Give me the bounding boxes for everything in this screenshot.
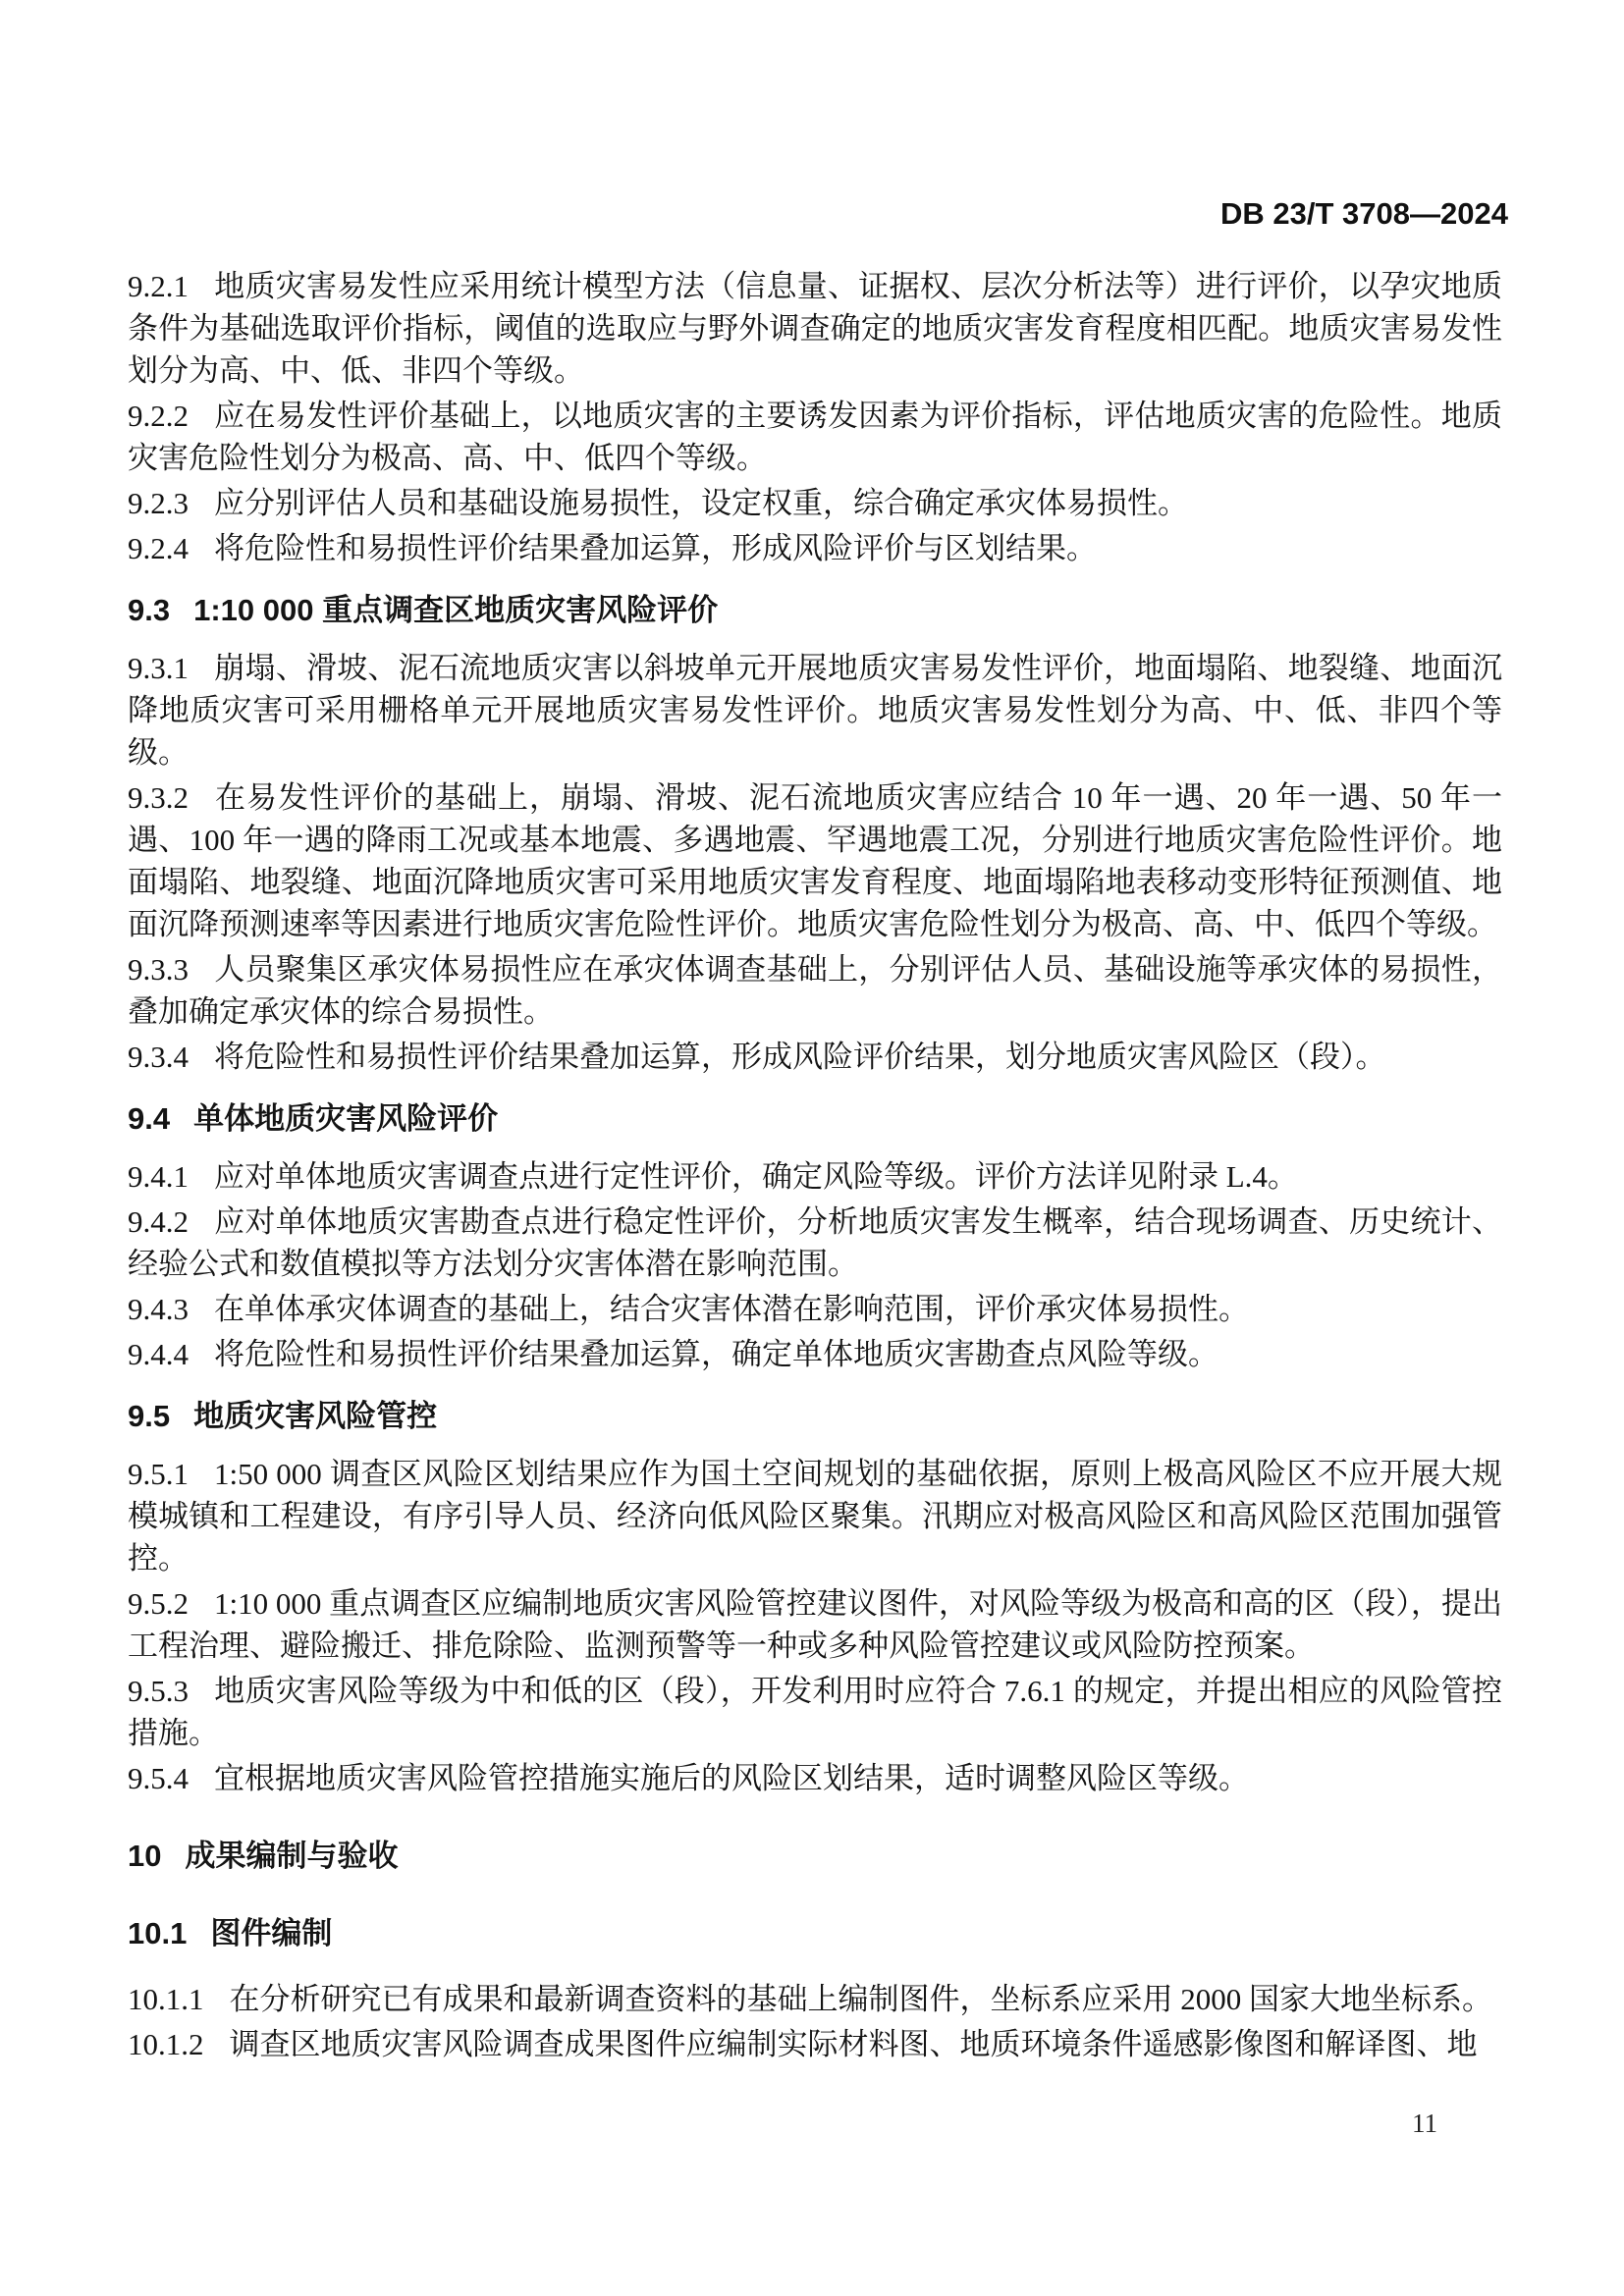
clause-number: 9.3.4 xyxy=(128,1040,189,1074)
heading-number: 9.4 xyxy=(128,1101,171,1136)
clause-number: 9.4.1 xyxy=(128,1159,189,1194)
clause-text: 应对单体地质灾害勘查点进行稳定性评价，分析地质灾害发生概率，结合现场调查、历史统计、经验公式和数值模拟等方法划分灾害体潜在影响范围。 xyxy=(128,1204,1502,1281)
clause-9.2.1 xyxy=(128,265,1502,392)
page-number: 11 xyxy=(1412,2109,1437,2138)
clause-number: 9.4.2 xyxy=(128,1204,189,1239)
clause-text: 地质灾害风险等级为中和低的区（段），开发利用时应符合 7.6.1 的规定，并提出相应的风险管控措施。 xyxy=(128,1674,1502,1750)
clause-text: 在单体承灾体调查的基础上，结合灾害体潜在影响范围，评价承灾体易损性。 xyxy=(214,1292,1249,1326)
clause-9.2.2 xyxy=(128,395,1502,479)
clause-9.3.4 xyxy=(128,1036,1502,1078)
heading-9.5 xyxy=(128,1395,1502,1437)
clause-number: 9.2.4 xyxy=(128,531,189,565)
chapter-number: 10 xyxy=(128,1839,162,1873)
heading-9.3 xyxy=(128,589,1502,631)
clause-number: 9.3.2 xyxy=(128,780,189,815)
clause-9.2.4 xyxy=(128,527,1502,569)
clause-9.3.3 xyxy=(128,948,1502,1033)
heading-number: 9.5 xyxy=(128,1399,171,1433)
clause-text: 调查区地质灾害风险调查成果图件应编制实际材料图、地质环境条件遥感影像图和解译图、地 xyxy=(229,2027,1478,2061)
clause-number: 9.3.3 xyxy=(128,952,189,987)
clause-text: 1:50 000 调查区风险区划结果应作为国土空间规划的基础依据，原则上极高风险区不应开展大规模城镇和工程建设，有序引导人员、经济向低风险区聚集。汛期应对极高风险区和高风险区范围加强管控。 xyxy=(128,1457,1502,1575)
clause-number: 9.5.3 xyxy=(128,1674,189,1708)
clause-number: 9.3.1 xyxy=(128,651,189,685)
clause-9.5.4 xyxy=(128,1757,1502,1799)
clause-9.3.2 xyxy=(128,776,1502,945)
clause-number: 9.2.1 xyxy=(128,269,189,303)
clause-text: 1:10 000 重点调查区应编制地质灾害风险管控建议图件，对风险等级为极高和高的区（段），提出工程治理、避险搬迁、排危除险、监测预警等一种或多种风险管控建议或风险防控预案。 xyxy=(128,1586,1502,1663)
heading-10.1 xyxy=(128,1912,1502,1954)
heading-text: 地质灾害风险管控 xyxy=(193,1399,438,1433)
clause-text: 应分别评估人员和基础设施易损性，设定权重，综合确定承灾体易损性。 xyxy=(214,486,1188,520)
clause-9.4.2 xyxy=(128,1201,1502,1285)
heading-9.4 xyxy=(128,1097,1502,1140)
chapter-text: 成果编制与验收 xyxy=(185,1839,399,1873)
page-footer xyxy=(1412,2109,1437,2139)
clause-text: 将危险性和易损性评价结果叠加运算，确定单体地质灾害勘查点风险等级。 xyxy=(214,1337,1218,1371)
clause-10.1.1 xyxy=(128,1978,1502,2020)
clause-text: 应对单体地质灾害调查点进行定性评价，确定风险等级。评价方法详见附录 L.4。 xyxy=(214,1159,1298,1194)
clause-9.2.3 xyxy=(128,482,1502,524)
chapter-heading-10 xyxy=(128,1835,1502,1877)
clause-number: 9.5.4 xyxy=(128,1761,189,1795)
clause-number: 9.5.2 xyxy=(128,1586,189,1621)
clause-9.5.2 xyxy=(128,1582,1502,1667)
clause-number: 9.2.2 xyxy=(128,399,189,433)
heading-number: 10.1 xyxy=(128,1916,188,1950)
clause-10.1.2 xyxy=(128,2023,1502,2065)
page-header xyxy=(1220,196,1508,232)
clause-text: 应在易发性评价基础上，以地质灾害的主要诱发因素为评价指标，评估地质灾害的危险性。地质灾害危险性划分为极高、高、中、低四个等级。 xyxy=(128,399,1502,475)
document-content xyxy=(128,265,1502,2068)
clause-9.4.1 xyxy=(128,1155,1502,1198)
clause-text: 地质灾害易发性应采用统计模型方法（信息量、证据权、层次分析法等）进行评价，以孕灾地质条件为基础选取评价指标，阈值的选取应与野外调查确定的地质灾害发育程度相匹配。地质灾害易发性划分为高、中、低、非四个等级。 xyxy=(128,269,1502,388)
clause-9.5.3 xyxy=(128,1670,1502,1754)
heading-text: 1:10 000 重点调查区地质灾害风险评价 xyxy=(193,593,719,627)
clause-text: 在分析研究已有成果和最新调查资料的基础上编制图件，坐标系应采用 2000 国家大地坐标系。 xyxy=(229,1982,1492,2016)
clause-9.5.1 xyxy=(128,1453,1502,1579)
clause-9.3.1 xyxy=(128,647,1502,774)
clause-text: 人员聚集区承灾体易损性应在承灾体调查基础上，分别评估人员、基础设施等承灾体的易损性，叠加确定承灾体的综合易损性。 xyxy=(128,952,1502,1029)
heading-number: 9.3 xyxy=(128,593,171,627)
clause-number: 10.1.1 xyxy=(128,1982,204,2016)
clause-number: 9.4.4 xyxy=(128,1337,189,1371)
clause-number: 9.2.3 xyxy=(128,486,189,520)
clause-number: 9.5.1 xyxy=(128,1457,189,1491)
clause-number: 10.1.2 xyxy=(128,2027,204,2061)
clause-9.4.3 xyxy=(128,1288,1502,1330)
heading-text: 图件编制 xyxy=(210,1916,333,1950)
clause-text: 将危险性和易损性评价结果叠加运算，形成风险评价与区划结果。 xyxy=(214,531,1097,565)
clause-number: 9.4.3 xyxy=(128,1292,189,1326)
heading-text: 单体地质灾害风险评价 xyxy=(193,1101,499,1136)
standard-number: DB 23/T 3708—2024 xyxy=(1220,196,1508,231)
clause-text: 将危险性和易损性评价结果叠加运算，形成风险评价结果，划分地质灾害风险区（段）。 xyxy=(214,1040,1386,1074)
clause-text: 在易发性评价的基础上，崩塌、滑坡、泥石流地质灾害应结合 10 年一遇、20 年一遇、50 年一遇、100 年一遇的降雨工况或基本地震、多遇地震、罕遇地震工况，分别进行地质灾害危险性评价。地面塌陷、地裂缝、地面沉降地质灾害可采用地质灾害发育程度、地面塌陷地表移动变形特征预测值、地面沉降预测速率等因素进行地质灾害危险性评价。地质灾害危险性划分为极高、高、中、低四个等级。 xyxy=(128,780,1502,941)
clause-9.4.4 xyxy=(128,1333,1502,1375)
clause-text: 崩塌、滑坡、泥石流地质灾害以斜坡单元开展地质灾害易发性评价，地面塌陷、地裂缝、地面沉降地质灾害可采用栅格单元开展地质灾害易发性评价。地质灾害易发性划分为高、中、低、非四个等级。 xyxy=(128,651,1502,770)
clause-text: 宜根据地质灾害风险管控措施实施后的风险区划结果，适时调整风险区等级。 xyxy=(214,1761,1249,1795)
